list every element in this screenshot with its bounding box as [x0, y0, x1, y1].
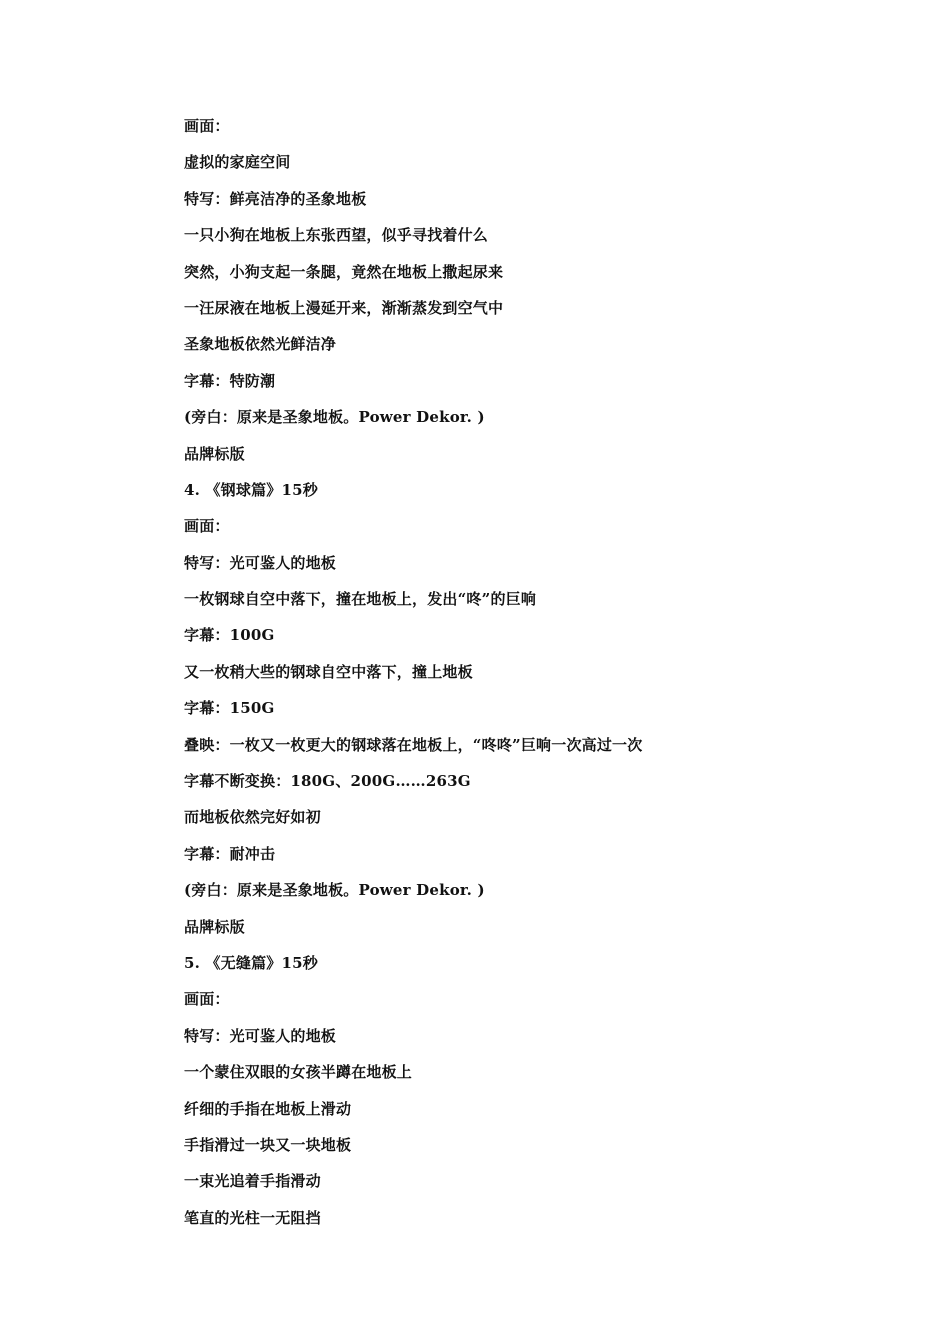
text-line: 虚拟的家庭空间	[184, 153, 291, 172]
text-line: 又一枚稍大些的钢球自空中落下，撞上地板	[184, 662, 473, 681]
text-line: 画面：	[184, 517, 230, 536]
text-line: 字幕不断变换：180G、200G……263G	[184, 772, 471, 791]
text-line: 一汪尿液在地板上漫延开来，渐渐蒸发到空气中	[184, 298, 504, 317]
text-line: 一个蒙住双眼的女孩半蹲在地板上	[184, 1063, 413, 1082]
text-line: 字幕：150G	[184, 699, 275, 718]
text-line: 而地板依然完好如初	[184, 808, 321, 827]
text-line: 一枚钢球自空中落下，撞在地板上，发出“咚”的巨响	[184, 590, 537, 609]
text-line: 特写：鲜亮洁净的圣象地板	[184, 189, 367, 208]
text-line: 笔直的光柱一无阻挡	[184, 1208, 321, 1227]
text-line: 字幕：耐冲击	[184, 844, 276, 863]
text-line: 一束光追着手指滑动	[184, 1172, 321, 1191]
text-line: (旁白：原来是圣象地板。Power Dekor. )	[184, 408, 485, 427]
text-line: 字幕：100G	[184, 626, 275, 645]
text-line: 画面：	[184, 990, 230, 1009]
text-line: 突然，小狗支起一条腿，竟然在地板上撒起尿来	[184, 262, 504, 281]
text-line: 叠映：一枚又一枚更大的钢球落在地板上，“咚咚”巨响一次高过一次	[184, 735, 643, 754]
section-heading: 5. 《无缝篇》15秒	[184, 953, 318, 972]
text-line: 纤细的手指在地板上滑动	[184, 1099, 352, 1118]
section-heading: 4. 《钢球篇》15秒	[184, 480, 318, 499]
text-line: 一只小狗在地板上东张西望，似乎寻找着什么	[184, 226, 489, 245]
text-line: 画面：	[184, 117, 230, 135]
document-body	[184, 114, 884, 1242]
text-line: (旁白：原来是圣象地板。Power Dekor. )	[184, 881, 485, 900]
text-line: 字幕：特防潮	[184, 371, 276, 390]
text-line: 品牌标版	[184, 917, 245, 936]
text-line: 特写：光可鉴人的地板	[184, 1026, 337, 1045]
text-line: 特写：光可鉴人的地板	[184, 553, 337, 572]
text-line: 品牌标版	[184, 444, 245, 463]
text-line: 圣象地板依然光鲜洁净	[184, 335, 337, 354]
text-line: 手指滑过一块又一块地板	[184, 1135, 352, 1154]
